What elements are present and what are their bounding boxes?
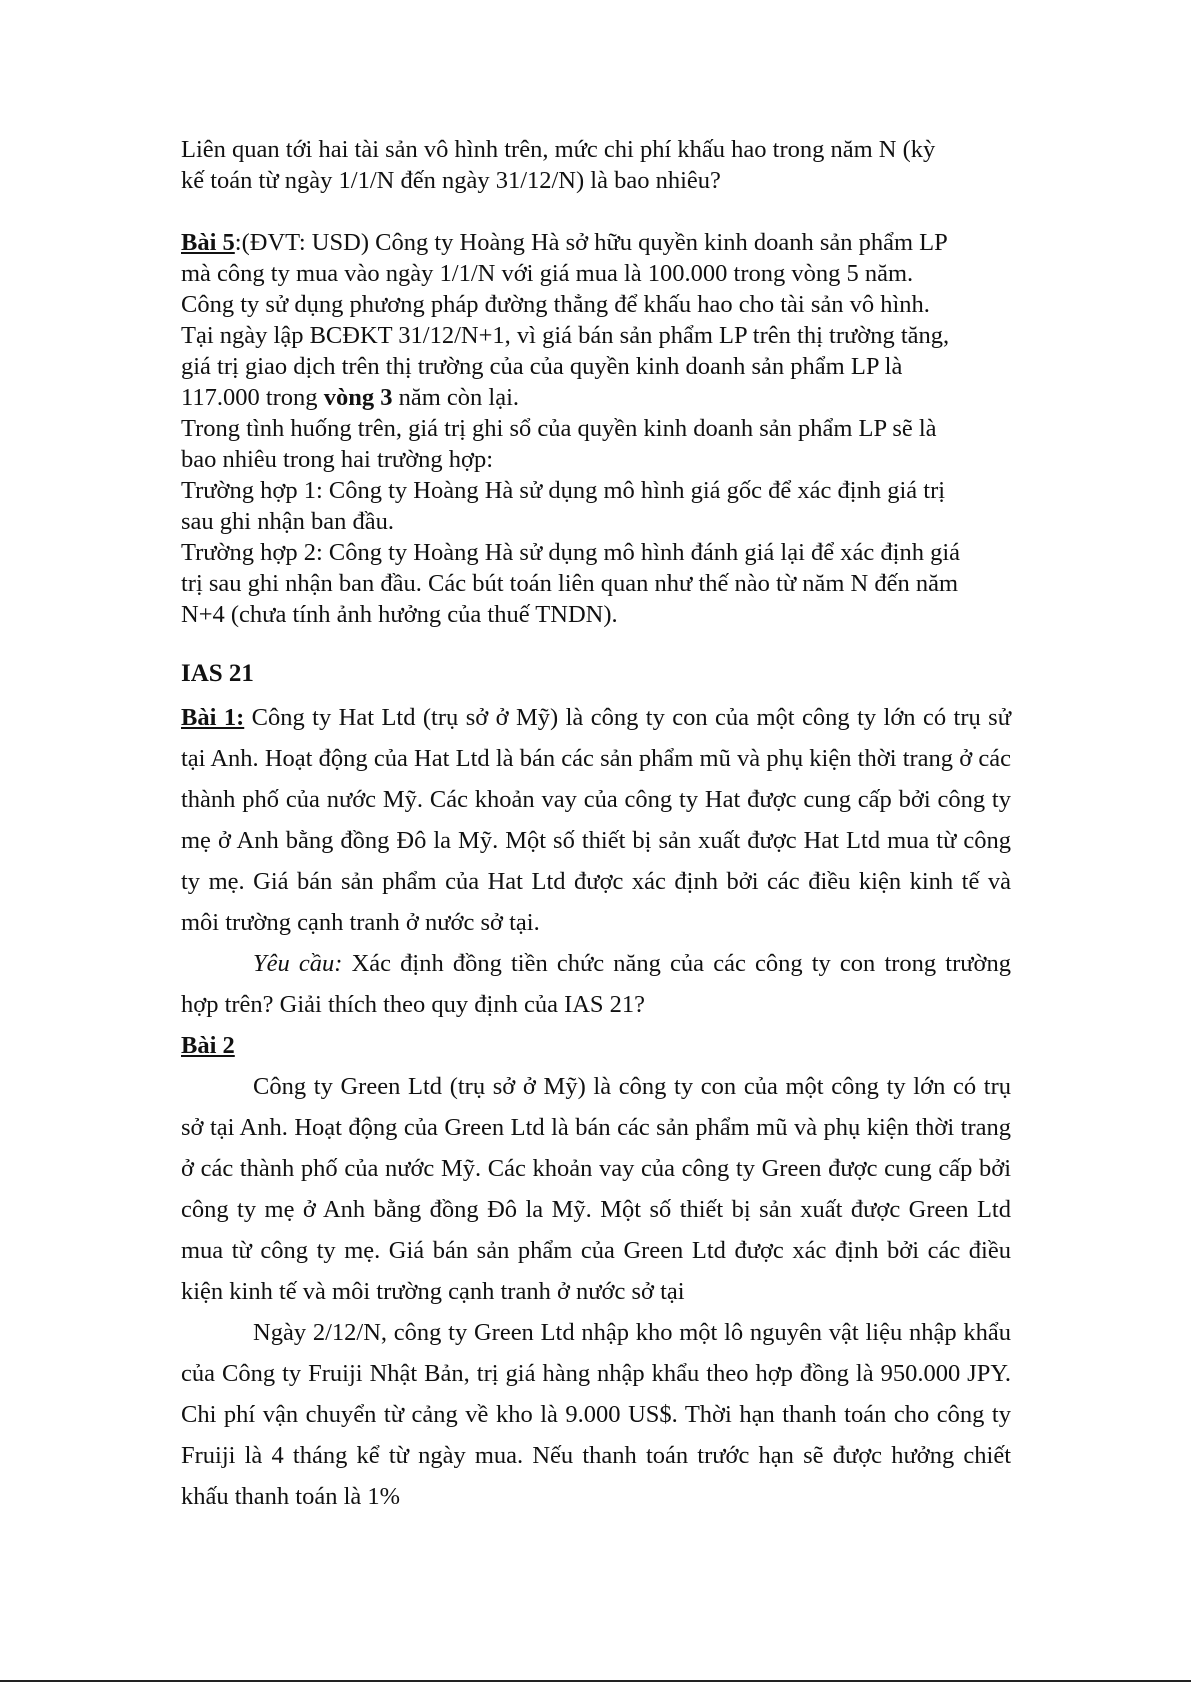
bai5-section [181, 227, 1011, 630]
bai2-paragraph-2: Ngày 2/12/N, công ty Green Ltd nhập kho một lô nguyên vật liệu nhập khẩu của Công ty Fruiji Nhật Bản, trị giá hàng nhập khẩu theo hợp đồng là 950.000 JPY. Chi phí vận chuyển từ cảng về kho là 9.000 US$. Thời hạn thanh toán cho công ty Fruiji là 4 tháng kể từ ngày mua. Nếu thanh toán trước hạn sẽ được hưởng chiết khấu thanh toán là 1% [181, 1319, 1011, 1510]
bai5-line-2: mà công ty mua vào ngày 1/1/N với giá mua là 100.000 trong vòng 5 năm. [181, 260, 914, 287]
bai5-line-11: Trường hợp 2: Công ty Hoàng Hà sử dụng mô hình đánh giá lại để xác định giá [181, 539, 960, 566]
bai5-line-6 [181, 382, 1011, 413]
bai1-requirement [181, 943, 1011, 1025]
bai5-line-9: Trường hợp 1: Công ty Hoàng Hà sử dụng mô hình giá gốc để xác định giá trị [181, 477, 946, 504]
bai5-line-10: sau ghi nhận ban đầu. [181, 508, 394, 535]
bai5-line-3: Công ty sử dụng phương pháp đường thẳng để khấu hao cho tài sản vô hình. [181, 291, 930, 318]
ias21-bai1 [181, 697, 1011, 1517]
footer-rule [0, 1680, 1191, 1682]
bai5-line-1-text: :(ĐVT: USD) Công ty Hoàng Hà sở hữu quyền kinh doanh sản phẩm LP [234, 229, 948, 256]
bai5-line-6-b: năm còn lại. [392, 384, 519, 411]
bai1-text: Công ty Hat Ltd (trụ sở ở Mỹ) là công ty con của một công ty lớn có trụ sử tại Anh. Hoạt động của Hat Ltd là bán các sản phẩm mũ và phụ kiện thời trang ở các thành phố của nước Mỹ. Các khoản vay của công ty Hat được cung cấp bởi công ty mẹ ở Anh bằng đồng Đô la Mỹ. Một số thiết bị sản xuất được Hat Ltd mua từ công ty mẹ. Giá bán sản phẩm của Hat Ltd được xác định bởi các điều kiện kinh tế và môi trường cạnh tranh ở nước sở tại. [181, 704, 1011, 936]
intro-line-1: Liên quan tới hai tài sản vô hình trên, mức chi phí khấu hao trong năm N (kỳ [181, 136, 936, 163]
bai5-line-7: Trong tình huống trên, giá trị ghi sổ của quyền kinh doanh sản phẩm LP sẽ là [181, 415, 937, 442]
bai2-heading-line [181, 1025, 1011, 1066]
bai1-label: Bài 1: [181, 704, 245, 731]
bai1-req-label: Yêu cầu: [253, 950, 343, 977]
bai2-label: Bài 2 [181, 1032, 235, 1059]
bai5-line-5: giá trị giao dịch trên thị trường của của quyền kinh doanh sản phẩm LP là [181, 353, 903, 380]
intro-line-2: kế toán từ ngày 1/1/N đến ngày 31/12/N) là bao nhiêu? [181, 167, 721, 194]
bai5-line-12: trị sau ghi nhận ban đầu. Các bút toán liên quan như thế nào từ năm N đến năm [181, 570, 959, 597]
bai5-line-4: Tại ngày lập BCĐKT 31/12/N+1, vì giá bán sản phẩm LP trên thị trường tăng, [181, 322, 950, 349]
bai5-line-6-bold: vòng 3 [323, 384, 393, 411]
bai5-label: Bài 5 [181, 229, 235, 256]
bai1-paragraph [181, 697, 1011, 943]
bai5-line-6-a: 117.000 trong [181, 384, 324, 411]
bai5-line-1 [181, 227, 1011, 258]
bai5-line-13: N+4 (chưa tính ảnh hưởng của thuế TNDN). [181, 601, 618, 628]
ias21-heading: IAS 21 [181, 660, 254, 687]
intro-question [181, 134, 1011, 196]
bai1-req-text: Xác định đồng tiền chức năng của các công ty con trong trường hợp trên? Giải thích theo quy định của IAS 21? [181, 950, 1011, 1018]
ias21-heading-wrap [181, 660, 1011, 688]
bai5-line-8: bao nhiêu trong hai trường hợp: [181, 446, 494, 473]
bai2-paragraph-1: Công ty Green Ltd (trụ sở ở Mỹ) là công ty con của một công ty lớn có trụ sở tại Anh. Hoạt động của Green Ltd là bán các sản phẩm mũ và phụ kiện thời trang ở các thành phố của nước Mỹ. Các khoản vay của công ty Green được cung cấp bởi công ty mẹ ở Anh bằng đồng Đô la Mỹ. Một số thiết bị sản xuất được Green Ltd mua từ công ty mẹ. Giá bán sản phẩm của Green Ltd được xác định bởi các điều kiện kinh tế và môi trường cạnh tranh ở nước sở tại [181, 1073, 1011, 1305]
